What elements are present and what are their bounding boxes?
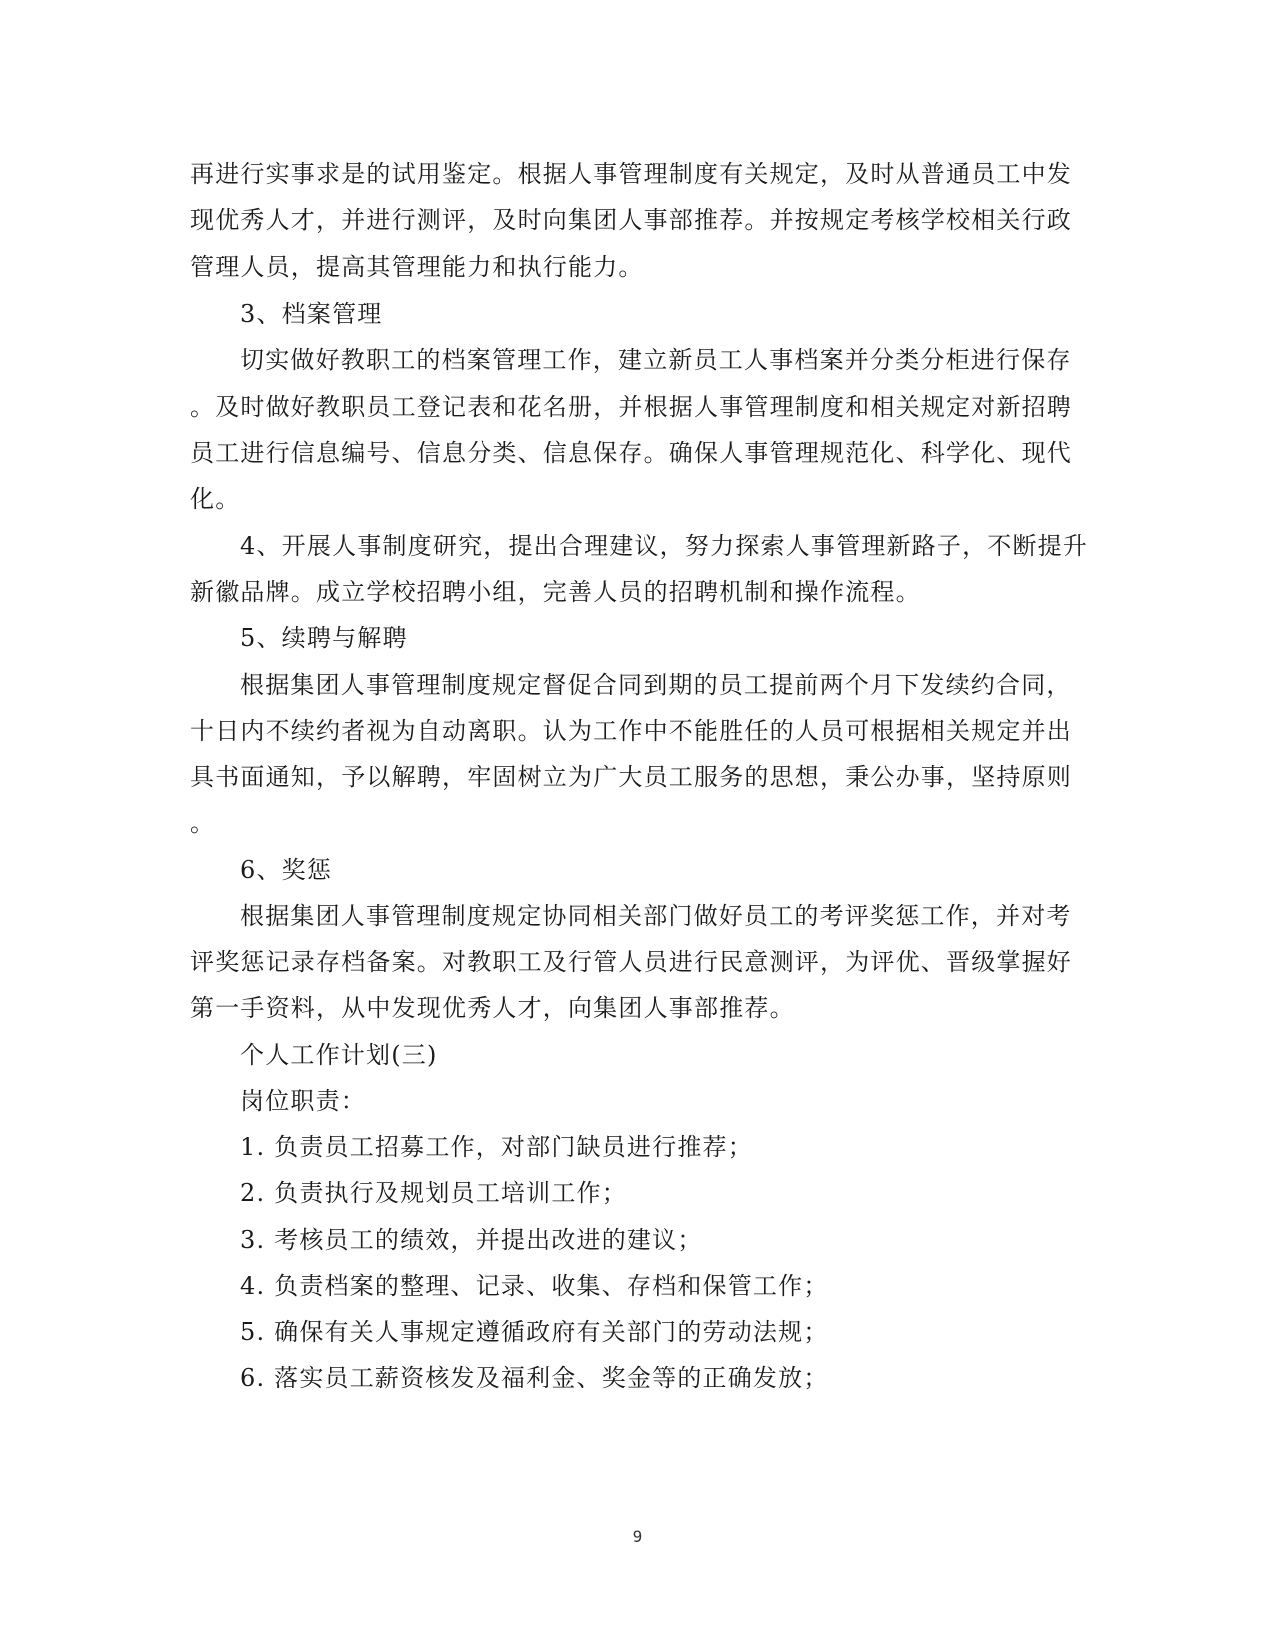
text-line: 。及时做好教职员工登记表和花名册，并根据人事管理制度和相关规定对新招聘: [190, 393, 1072, 421]
text-line: 十日内不续约者视为自动离职。认为工作中不能胜任的人员可根据相关规定并出: [190, 717, 1072, 745]
text-line: 化。: [190, 485, 241, 513]
text-line: 第一手资料，从中发现优秀人才，向集团人事部推荐。: [190, 994, 795, 1022]
text-line: 现优秀人才，并进行测评，及时向集团人事部推荐。并按规定考核学校相关行政: [190, 206, 1072, 234]
text-line: 根据集团人事管理制度规定督促合同到期的员工提前两个月下发续约合同，: [240, 671, 1072, 699]
section-heading: 5、续聘与解聘: [240, 624, 408, 652]
text-line: 具书面通知，予以解聘，牢固树立为广大员工服务的思想，秉公办事，坚持原则: [190, 763, 1072, 791]
list-item: 4. 负责档案的整理、记录、收集、存档和保管工作；: [240, 1272, 829, 1300]
text-line: 4、开展人事制度研究，提出合理建议，努力探索人事管理新路子，不断提升: [240, 532, 1089, 560]
text-line: 根据集团人事管理制度规定协同相关部门做好员工的考评奖惩工作，并对考: [240, 902, 1072, 930]
list-item: 6. 落实员工薪资核发及福利金、奖金等的正确发放；: [240, 1364, 829, 1392]
text-line: 管理人员，提高其管理能力和执行能力。: [190, 253, 644, 281]
section-heading: 岗位职责：: [240, 1087, 366, 1115]
text-line: 员工进行信息编号、信息分类、信息保存。确保人事管理规范化、科学化、现代: [190, 439, 1072, 467]
text-line: 。: [190, 809, 216, 837]
list-item: 5. 确保有关人事规定遵循政府有关部门的劳动法规；: [240, 1318, 829, 1346]
section-heading: 3、档案管理: [240, 300, 383, 328]
text-line: 切实做好教职工的档案管理工作，建立新员工人事档案并分类分柜进行保存: [240, 346, 1072, 374]
page-number: 9: [632, 1527, 643, 1546]
text-line: 评奖惩记录存档备案。对教职工及行管人员进行民意测评，为评优、晋级掌握好: [190, 948, 1072, 976]
list-item: 2. 负责执行及规划员工培训工作；: [240, 1179, 627, 1207]
list-item: 3. 考核员工的绩效，并提出改进的建议；: [240, 1226, 703, 1254]
section-heading: 个人工作计划(三): [240, 1041, 438, 1069]
text-line: 再进行实事求是的试用鉴定。根据人事管理制度有关规定，及时从普通员工中发: [190, 160, 1072, 188]
list-item: 1. 负责员工招募工作，对部门缺员进行推荐；: [240, 1133, 753, 1161]
text-line: 新徽品牌。成立学校招聘小组，完善人员的招聘机制和操作流程。: [190, 578, 921, 606]
section-heading: 6、奖惩: [240, 856, 333, 884]
